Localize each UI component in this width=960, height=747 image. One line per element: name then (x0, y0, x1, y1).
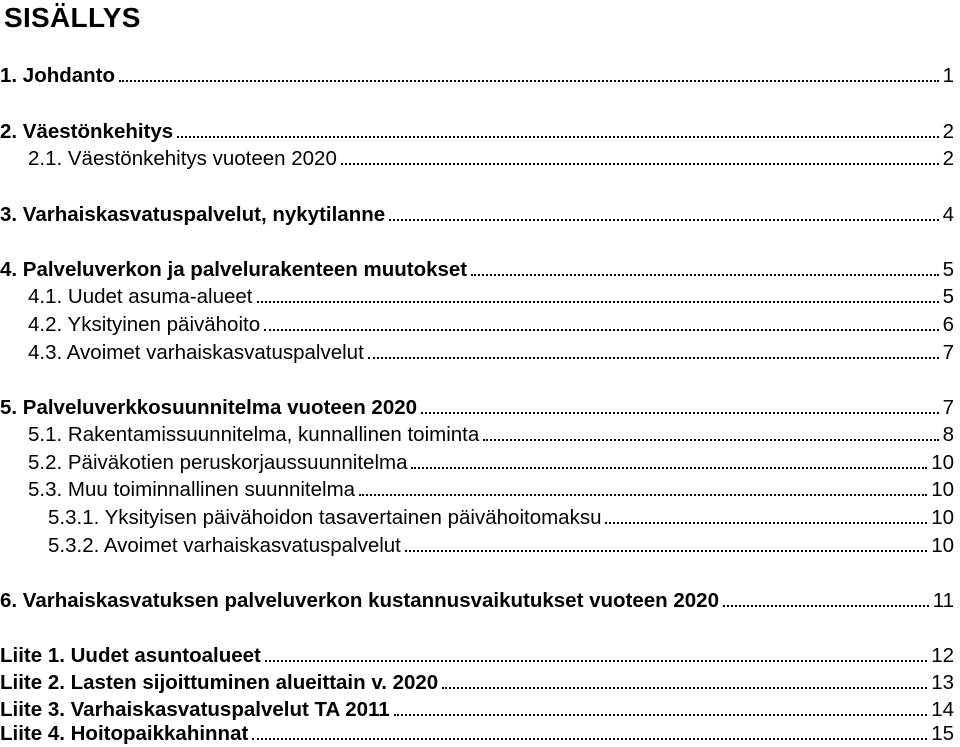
toc-entry-liite-2[interactable] (0, 667, 954, 695)
toc-page-number: 14 (931, 698, 954, 721)
dot-leader (389, 219, 938, 221)
toc-entry-label: 3. Varhaiskasvatuspalvelut, nykytilanne (0, 203, 386, 226)
dot-leader (471, 274, 938, 276)
toc-entry-label: 4.2. Yksityinen päivähoito (28, 313, 261, 336)
dot-leader (394, 714, 927, 716)
toc-entry-palveluverkon-muutokset[interactable] (0, 254, 954, 282)
toc-page-number: 2 (942, 120, 954, 143)
toc-entry-vaestonkehitys[interactable] (0, 116, 954, 144)
toc-entry-label: 5.2. Päiväkotien peruskorjaussuunnitelma (28, 451, 408, 474)
toc-entry-label: 4.1. Uudet asuma-alueet (28, 285, 253, 308)
toc-entry-label: Liite 3. Varhaiskasvatuspalvelut TA 2011 (0, 698, 390, 721)
dot-leader (368, 357, 939, 359)
dot-leader (483, 439, 938, 441)
dot-leader (723, 605, 929, 607)
toc-page-number: 10 (931, 451, 954, 474)
dot-leader (177, 136, 938, 138)
dot-leader (442, 687, 927, 689)
toc-entry-label: Liite 2. Lasten sijoittuminen alueittain v. 2020 (0, 671, 439, 694)
dot-leader (359, 494, 927, 496)
toc-entry-label: 2.1. Väestönkehitys vuoteen 2020 (28, 147, 337, 170)
toc-entry-tasavertainen-maksu[interactable] (48, 502, 954, 530)
toc-entry-label: 5.3.2. Avoimet varhaiskasvatuspalvelut (48, 534, 401, 557)
toc-entry-palveluverkkosuunnitelma[interactable] (0, 392, 954, 420)
toc-entry-peruskorjaussuunnitelma[interactable] (28, 447, 954, 475)
toc-page-number: 13 (931, 671, 954, 694)
dot-leader (411, 467, 927, 469)
toc-entry-label: Liite 4. Hoitopaikkahinnat (0, 722, 249, 745)
toc-page-number: 10 (931, 534, 954, 557)
toc-entry-avoimet-palvelut[interactable] (28, 337, 954, 365)
toc-entry-muu-suunnitelma[interactable] (28, 474, 954, 502)
toc-page-number: 8 (942, 423, 954, 446)
dot-leader (252, 738, 927, 740)
toc-page-number: 11 (932, 589, 954, 612)
dot-leader (405, 550, 927, 552)
toc-entry-yksityinen-paivahoito[interactable] (28, 309, 954, 337)
toc-entry-vaestonkehitys-2020[interactable] (28, 143, 954, 171)
toc-entry-avoimet-palvelut-2[interactable] (48, 530, 954, 558)
toc-entry-label: 4. Palveluverkon ja palvelurakenteen muutokset (0, 258, 468, 281)
dot-leader (264, 329, 938, 331)
toc-page-number: 5 (942, 285, 954, 308)
toc-page-number: 5 (942, 258, 954, 281)
toc-entry-liite-1[interactable] (0, 640, 954, 668)
toc-page-number: 4 (942, 203, 954, 226)
toc-entry-label: 5.3. Muu toiminnallinen suunnitelma (28, 478, 356, 501)
toc-page-number: 1 (942, 64, 954, 87)
toc-entry-label: 2. Väestönkehitys (0, 120, 174, 143)
page-title: SISÄLLYS (4, 2, 141, 33)
toc-entry-label: 4.3. Avoimet varhaiskasvatuspalvelut (28, 341, 364, 364)
toc-page-number: 2 (942, 147, 954, 170)
toc-page-number: 12 (931, 644, 954, 667)
toc-entry-rakentamissuunnitelma[interactable] (28, 419, 954, 447)
dot-leader (341, 163, 939, 165)
toc-entry-kustannusvaikutukset[interactable] (0, 585, 954, 613)
dot-leader (119, 80, 939, 82)
toc-entry-label: Liite 1. Uudet asuntoalueet (0, 644, 261, 667)
toc-page-number: 7 (942, 341, 954, 364)
toc-entry-liite-4[interactable] (0, 718, 954, 746)
toc-entry-label: 6. Varhaiskasvatuksen palveluverkon kustannusvaikutukset vuoteen 2020 (0, 589, 719, 612)
toc-page-number: 10 (931, 506, 954, 529)
toc-entry-label: 1. Johdanto (0, 64, 116, 87)
toc-page-number: 15 (931, 722, 954, 745)
toc-page-number: 7 (942, 396, 954, 419)
toc-entry-varhaiskasvatuspalvelut[interactable] (0, 199, 954, 227)
toc-entry-label: 5. Palveluverkkosuunnitelma vuoteen 2020 (0, 396, 418, 419)
toc-page-number: 6 (942, 313, 954, 336)
toc-entry-label: 5.3.1. Yksityisen päivähoidon tasavertainen päivähoitomaksu (48, 506, 602, 529)
dot-leader (257, 301, 939, 303)
dot-leader (605, 522, 927, 524)
toc-entry-uudet-asuma-alueet[interactable] (28, 281, 954, 309)
dot-leader (265, 660, 927, 662)
toc-entry-label: 5.1. Rakentamissuunnitelma, kunnallinen toiminta (28, 423, 480, 446)
toc-entry-johdanto[interactable] (0, 60, 954, 88)
toc-page-number: 10 (931, 478, 954, 501)
dot-leader (421, 412, 939, 414)
